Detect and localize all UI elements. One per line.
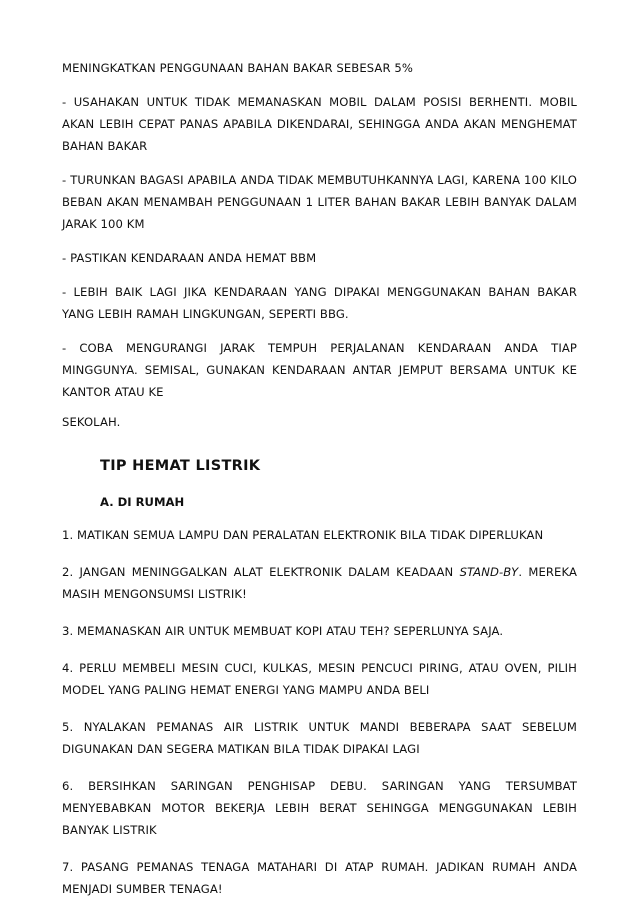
home-tip-2-standby: STAND-BY: [459, 565, 519, 579]
fuel-tip-efficient-vehicle: - PASTIKAN KENDARAAN ANDA HEMAT BBM: [62, 251, 317, 265]
fuel-tip-eco-fuel: - LEBIH BAIK LAGI JIKA KENDARAAN YANG DIPAKAI MENGGUNAKAN BAHAN BAKAR YANG LEBIH RAMAH LINGKUNGAN, SEPERTI BBG.: [62, 285, 577, 321]
fuel-tip-idle-warmup: - USAHAKAN UNTUK TIDAK MEMANASKAN MOBIL DALAM POSISI BERHENTI. MOBIL AKAN LEBIH CEPAT PANAS APABILA DIKENDARAI, SEHINGGA ANDA AKAN MENGHEMAT BAHAN BAKAR: [62, 95, 577, 153]
home-tip-1: 1. MATIKAN SEMUA LAMPU DAN PERALATAN ELEKTRONIK BILA TIDAK DIPERLUKAN: [62, 528, 544, 542]
intro-line: MENINGKATKAN PENGGUNAAN BAHAN BAKAR SEBESAR 5%: [62, 61, 413, 75]
home-tip-6: 6. BERSIHKAN SARINGAN PENGHISAP DEBU. SARINGAN YANG TERSUMBAT MENYEBABKAN MOTOR BEKERJA LEBIH BERAT SEHINGGA MENGGUNAKAN LEBIH BANYAK LISTRIK: [62, 779, 577, 837]
home-tip-3: 3. MEMANASKAN AIR UNTUK MEMBUAT KOPI ATAU TEH? SEPERLUNYA SAJA.: [62, 624, 504, 638]
fuel-tip-reduce-distance: - COBA MENGURANGI JARAK TEMPUH PERJALANAN KENDARAAN ANDA TIAP MINGGUNYA. SEMISAL, GUNAKAN KENDARAAN ANTAR JEMPUT BERSAMA UNTUK KE KANTOR ATAU KE: [62, 341, 577, 399]
home-tip-7: 7. PASANG PEMANAS TENAGA MATAHARI DI ATAP RUMAH. JADIKAN RUMAH ANDA MENJADI SUMBER TENAGA!: [62, 860, 577, 896]
section-title: TIP HEMAT LISTRIK: [100, 458, 261, 474]
section-subtitle: A. DI RUMAH: [100, 495, 185, 509]
home-tip-2-text-a: 2. JANGAN MENINGGALKAN ALAT ELEKTRONIK DALAM KEADAAN: [62, 565, 460, 579]
home-tip-4: 4. PERLU MEMBELI MESIN CUCI, KULKAS, MESIN PENCUCI PIRING, ATAU OVEN, PILIH MODEL YANG PALING HEMAT ENERGI YANG MAMPU ANDA BELI: [62, 661, 577, 697]
document-page: [62, 57, 577, 915]
fuel-tip-reduce-distance-end: SEKOLAH.: [62, 415, 121, 429]
home-tip-2-text-b: . MEREKA MASIH MENGONSUMSI LISTRIK!: [62, 565, 578, 601]
fuel-tip-luggage: - TURUNKAN BAGASI APABILA ANDA TIDAK MEMBUTUHKANNYA LAGI, KARENA 100 KILO BEBAN AKAN MENAMBAH PENGGUNAAN 1 LITER BAHAN BAKAR LEBIH BANYAK DALAM JARAK 100 KM: [62, 173, 577, 231]
home-tip-5: 5. NYALAKAN PEMANAS AIR LISTRIK UNTUK MANDI BEBERAPA SAAT SEBELUM DIGUNAKAN DAN SEGERA MATIKAN BILA TIDAK DIPAKAI LAGI: [62, 720, 577, 756]
home-tip-2: [62, 561, 577, 605]
